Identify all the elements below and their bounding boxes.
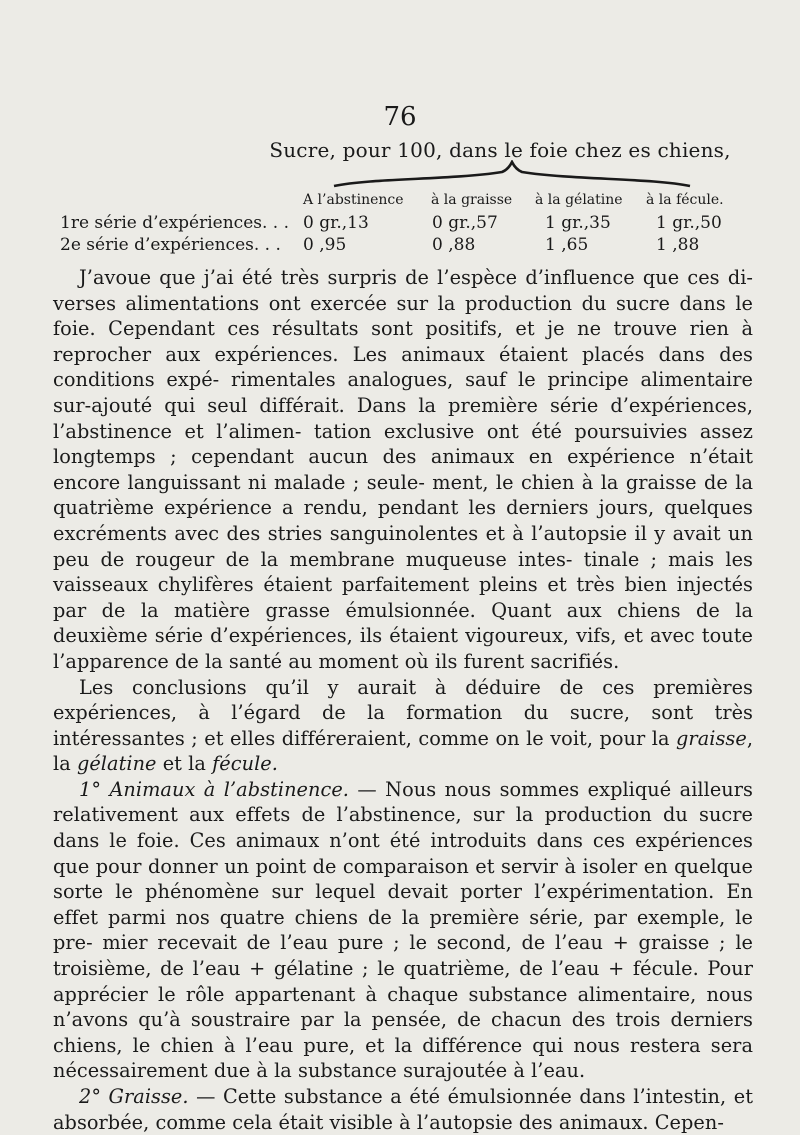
paragraph: 1° Animaux à l’abstinence. — Nous nous sommes expliqué ailleurs relativement aux effets de l’abstinence, sur la production du sucre dans le foie. Ces animaux n’ont été introduits dans ces expériences que pour donner un point de comparaison et servir à isoler en quelque sorte le phénomène sur lequel devait porter l’expérimentation. En effet parmi nos quatre chiens de la première série, par exemple, le pre- mier recevait de l’eau pure ; le second, de l’eau + graisse ; le troisième, de l’eau + gélatine ; le quatrième, de l’eau + fécule. Pour apprécier le rôle appartenant à chaque substance alimentaire, nous n’avons qu’à soustraire par la pensée, de chacun des trois derniers chiens, le chien à l’eau pure, et la différence qui nous restera sera nécessairement due à la substance surajoutée à l’eau. bbox=[53, 777, 753, 1083]
column-header-fecule: à la fécule. bbox=[646, 192, 724, 208]
page-number: 76 bbox=[383, 102, 417, 132]
paragraph: 2° Graisse. — Cette substance a été émulsionnée dans l’intestin, et absorbée, comme cela était visible à l’autopsie des animaux. Cepen- bbox=[53, 1085, 753, 1134]
column-header-gelatine: à la gélatine bbox=[535, 192, 623, 208]
table-cell: 0 ,88 bbox=[432, 235, 476, 255]
table-cell: 1 ,88 bbox=[656, 235, 700, 255]
paragraph: J’avoue que j’ai été très surpris de l’espèce d’influence que ces di- verses alimentations ont exercée sur la production du sucre dans le foie. Cependant ces résultats sont positifs, et je ne trouve rien à reprocher aux expériences. Les animaux étaient placés dans des conditions expé- rimentales analogues, sauf le principe alimentaire sur-ajouté qui seul différait. Dans la première série d’expériences, l’abstinence et l’alimen- tation exclusive ont été poursuivies assez longtemps ; cependant aucun des animaux en expérience n’était encore languissant ni malade ; seule- ment, le chien à la graisse de la quatrième expérience a rendu, pendant les derniers jours, quelques excréments avec des stries sanguinolentes et à l’autopsie il y avait un peu de rougeur de la membrane muqueuse intes- tinale ; mais les vaisseaux chylifères étaient parfaitement pleins et très bien injectés par de la matière grasse émulsionnée. Quant aux chiens de la deuxième série d’expériences, ils étaient vigoureux, vifs, et avec toute l’apparence de la santé au moment où ils furent sacrifiés. bbox=[53, 266, 753, 673]
section-heading: 2° Graisse. bbox=[79, 1085, 189, 1108]
table-row-label: 1re série d’expériences. . . bbox=[60, 213, 290, 233]
column-header-graisse: à la graisse bbox=[431, 192, 513, 208]
table-title: Sucre, pour 100, dans le foie chez es chiens, bbox=[269, 138, 731, 162]
column-header-abstinence: A l’abstinence bbox=[303, 192, 404, 208]
table-cell: 0 gr.,57 bbox=[432, 213, 498, 233]
table-cell: 1 gr.,35 bbox=[545, 213, 611, 233]
paragraph: Les conclusions qu’il y aurait à déduire de ces premières expériences, à l’égard de la formation du sucre, sont très intéressantes ; et elles différeraient, comme on le voit, pour la graisse, la gélatine et la fécule. bbox=[53, 675, 753, 776]
body-text bbox=[53, 265, 753, 1135]
table-row-label: 2e série d’expériences. . . bbox=[60, 235, 281, 255]
brace-icon bbox=[332, 160, 692, 190]
table-cell: 0 ,95 bbox=[303, 235, 347, 255]
table-cell: 1 gr.,50 bbox=[656, 213, 722, 233]
section-heading: 1° Animaux à l’abstinence. bbox=[79, 777, 349, 801]
table-cell: 1 ,65 bbox=[545, 235, 589, 255]
table-cell: 0 gr.,13 bbox=[303, 213, 369, 233]
